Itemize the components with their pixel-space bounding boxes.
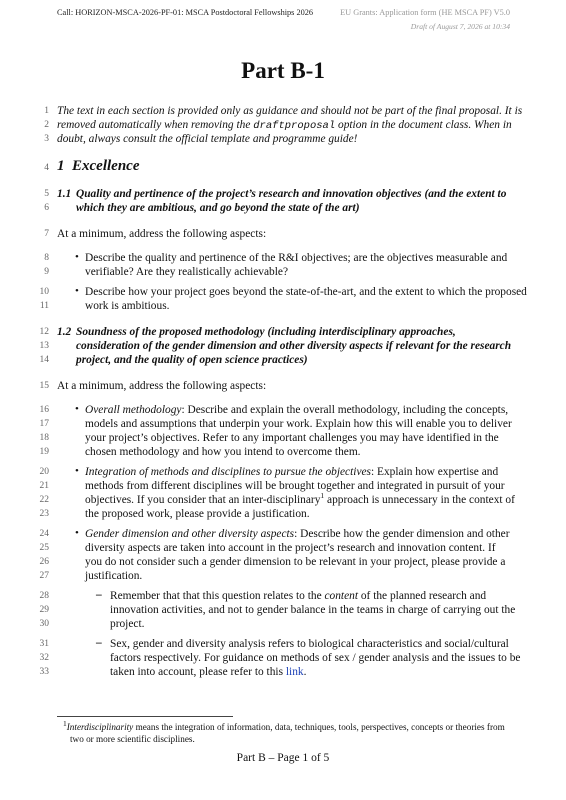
line-number: 3 <box>44 134 49 144</box>
footnote-ref: 1 <box>320 491 325 501</box>
subsection-number: 1.2 <box>57 326 72 338</box>
line-number: 26 <box>39 557 49 567</box>
line-number: 1 <box>44 106 49 116</box>
dash-item-text: project. <box>110 618 145 630</box>
line-number: 25 <box>39 543 49 553</box>
bullet-text: Overall methodology: Describe and explain the overall methodology, including the concepts, <box>85 404 509 416</box>
draft-timestamp: Draft of August 7, 2026 at 10:34 <box>410 22 510 31</box>
bullet-text: diversity aspects are taken into account in the project’s research and innovation content. If <box>85 542 496 554</box>
guidance-link[interactable]: link <box>285 666 304 678</box>
line-number: 5 <box>44 189 49 199</box>
dash-marker: – <box>96 637 102 649</box>
bullet-text: chosen methodology and how you intend to overcome them. <box>85 446 361 458</box>
line-number: 18 <box>39 433 49 443</box>
bullet-text: Describe how your project goes beyond the state-of-the-art, and the extent to which the proposed <box>85 286 527 298</box>
bullet-marker: • <box>75 285 79 297</box>
bullet-term: Gender dimension and other diversity aspects <box>85 528 295 540</box>
page-title: Part B-1 <box>241 58 325 83</box>
bullet-text: methods from different disciplines will be brought together and integrated in pursuit of your <box>85 480 505 492</box>
dash-marker: – <box>96 589 102 601</box>
line-number: 31 <box>39 639 49 649</box>
line-number: 21 <box>39 481 49 491</box>
line-number: 13 <box>39 341 49 351</box>
intro-line: removed automatically when removing the draftproposal option in the document class. When in <box>57 119 512 132</box>
line-number: 20 <box>39 467 49 477</box>
bullet-text: models and assumptions that underpin your work. Explain how this will enable you to deliver <box>85 418 512 430</box>
bullet-text: Gender dimension and other diversity aspects: Describe how the gender dimension and other <box>85 528 510 540</box>
line-number: 9 <box>44 267 49 277</box>
dash-item-text: innovation activities, and not to gender balance in the teams in charge of carrying out the <box>110 604 516 616</box>
line-number: 10 <box>39 287 49 297</box>
subsection-heading-1-1: Quality and pertinence of the project’s research and innovation objectives (and the extent to <box>76 188 507 200</box>
dash-item-text: Sex, gender and diversity analysis refers to biological characteristics and social/cultural <box>110 638 509 650</box>
intro-line: The text in each section is provided only as guidance and should not be part of the final proposal. It is <box>57 105 523 117</box>
bullet-text: your project’s objectives. Refer to any important challenges you may have identified in the <box>85 432 499 444</box>
line-number: 19 <box>39 447 49 457</box>
call-identifier: Call: HORIZON-MSCA-2026-PF-01: MSCA Postdoctoral Fellowships 2026 <box>57 8 314 17</box>
line-number: 24 <box>39 529 49 539</box>
line-number: 22 <box>39 495 49 505</box>
bullet-text: verifiable? Are they realistically achievable? <box>85 266 289 278</box>
line-number: 12 <box>39 327 49 337</box>
line-number: 14 <box>39 355 49 365</box>
bullet-term: Integration of methods and disciplines to pursue the objectives <box>85 466 371 478</box>
bullet-marker: • <box>75 465 79 477</box>
footnote-rule <box>57 716 233 717</box>
subsection-number: 1.1 <box>57 188 72 200</box>
bullet-term: Overall methodology <box>85 404 182 416</box>
bullet-text: Describe the quality and pertinence of the R&I objectives; are the objectives measurable and <box>85 252 508 264</box>
footnote-cont: two or more scientific disciplines. <box>70 734 195 744</box>
line-number: 11 <box>39 301 49 311</box>
bullet-text: justification. <box>85 570 143 582</box>
line-number: 6 <box>44 203 49 213</box>
dash-item-text: taken into account, please refer to this link. <box>110 666 307 678</box>
bullet-marker: • <box>75 527 79 539</box>
line-number: 4 <box>44 163 49 173</box>
dash-item-text: factors respectively. For guidance on methods of sex / gender analysis and the issues to be <box>110 652 521 664</box>
bullet-text: work is ambitious. <box>85 300 170 312</box>
line-number: 8 <box>44 253 49 263</box>
line-number: 27 <box>39 571 49 581</box>
line-number: 7 <box>44 229 49 239</box>
footnote: $^1$Interdisciplinarity means the integration of information, data, techniques, tools, perspectives, concepts or theories from <box>63 718 505 732</box>
bullet-marker: • <box>75 251 79 263</box>
subsection-heading-1-2-cont: project, and the quality of open science practices) <box>76 354 308 366</box>
subsection-heading-1-1-cont: which they are ambitious, and go beyond the state of the art) <box>76 202 360 214</box>
bullet-text: objectives. If you consider that an inter-disciplinary$^1$ approach is unnecessary in the context of <box>85 491 515 506</box>
line-number: 30 <box>39 619 49 629</box>
bullet-marker: • <box>75 403 79 415</box>
section-heading-excellence: 1 Excellence <box>57 158 140 174</box>
line-number: 28 <box>39 591 49 601</box>
line-number: 32 <box>39 653 49 663</box>
line-number: 29 <box>39 605 49 615</box>
line-number: 17 <box>39 419 49 429</box>
line-number: 16 <box>39 405 49 415</box>
dash-item-text: Remember that that this question relates to the content of the planned research and <box>110 590 487 602</box>
draftproposal-option: draftproposal <box>253 120 336 132</box>
bullet-text: you do not consider such a gender dimension to be relevant in your project, please provide a <box>85 556 506 568</box>
bullet-text: the proposed work, please provide a justification. <box>85 508 310 520</box>
paragraph: At a minimum, address the following aspects: <box>57 228 267 240</box>
subsection-heading-1-2: Soundness of the proposed methodology (including interdisciplinary approaches, <box>76 326 456 338</box>
subsection-heading-1-2-cont: consideration of the gender dimension and other diversity aspects if relevant for the research <box>76 340 512 352</box>
line-number: 23 <box>39 509 49 519</box>
form-version: EU Grants: Application form (HE MSCA PF) V5.0 <box>340 8 510 17</box>
line-number: 2 <box>44 120 49 130</box>
page-footer: Part B – Page 1 of 5 <box>236 752 330 764</box>
paragraph: At a minimum, address the following aspects: <box>57 380 267 392</box>
bullet-text: Integration of methods and disciplines to pursue the objectives: Explain how expertise and <box>85 466 499 478</box>
intro-line: doubt, always consult the official template and programme guide! <box>57 133 358 145</box>
line-number: 15 <box>39 381 49 391</box>
line-number: 33 <box>39 667 49 677</box>
